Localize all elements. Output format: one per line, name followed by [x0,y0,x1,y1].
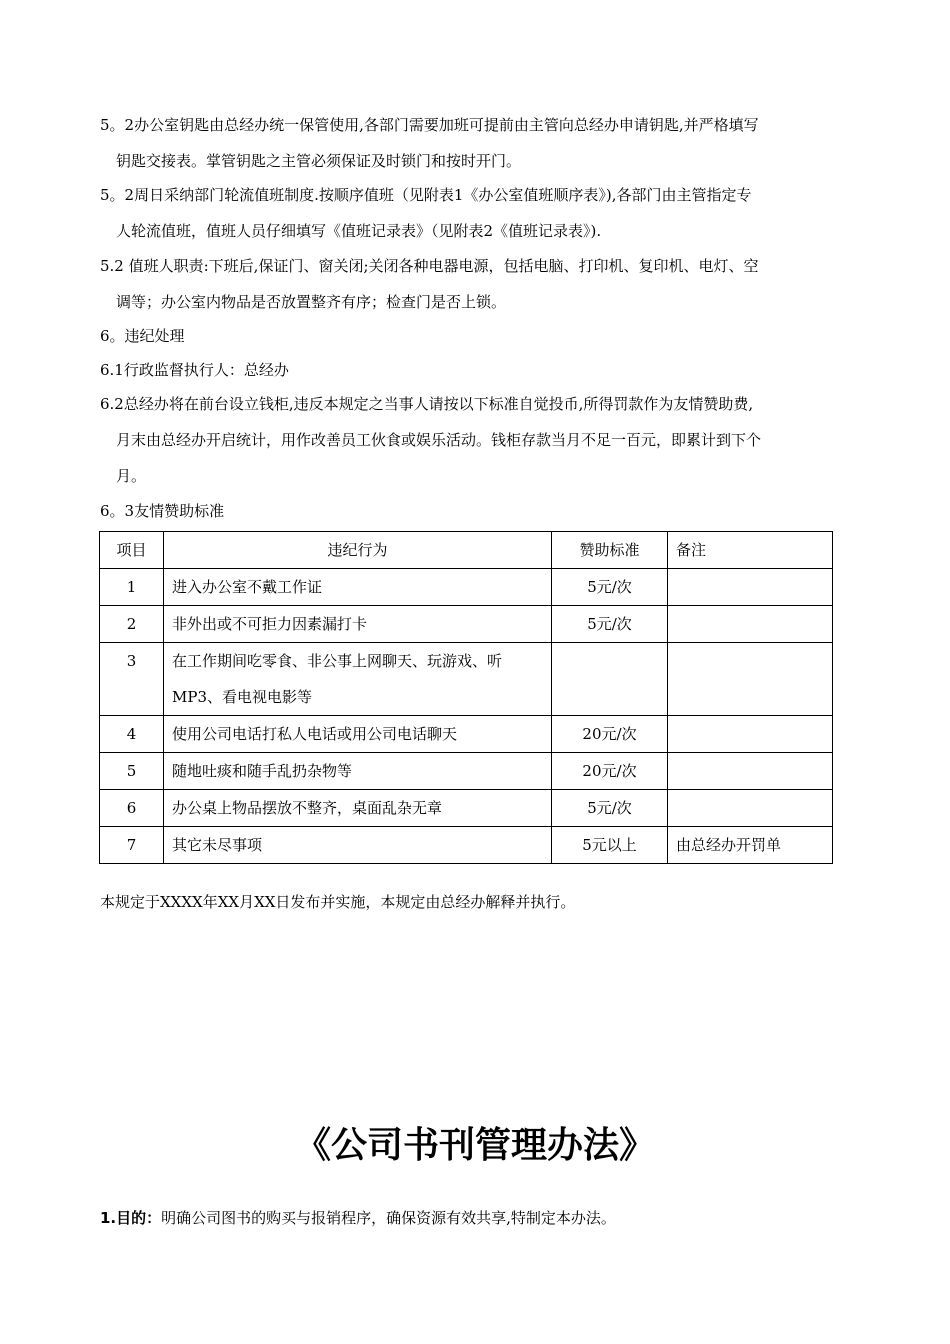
paragraph-key-management [100,107,850,179]
cell-note [668,790,833,827]
cell-number: 3 [100,643,164,716]
cell-standard: 5元/次 [552,790,668,827]
purpose-text: 明确公司图书的购买与报销程序，确保资源有效共享,特制定本办法。 [161,1209,616,1227]
cell-number: 4 [100,716,164,753]
cell-violation: 随地吐痰和随手乱扔杂物等 [164,753,552,790]
cell-note [668,606,833,643]
cell-number: 2 [100,606,164,643]
purpose-paragraph [100,1206,616,1230]
text-line: 月。 [116,467,147,485]
table-header-row [100,532,833,569]
cell-standard: 20元/次 [552,753,668,790]
header-standard: 赞助标准 [552,532,668,569]
cell-violation [164,643,552,716]
cell-standard: 5元以上 [552,827,668,864]
table-row [100,716,833,753]
cell-note [668,716,833,753]
cell-note [668,569,833,606]
clause-6-1: 6.1行政监督执行人：总经办 [100,361,289,379]
cell-standard: 5元/次 [552,606,668,643]
cell-violation: 其它未尽事项 [164,827,552,864]
paragraph-duty-responsibilities [100,248,850,320]
clause-6-3: 6。3友情赞助标准 [100,502,225,520]
cell-violation: 使用公司电话打私人电话或用公司电话聊天 [164,716,552,753]
cell-violation: 进入办公室不戴工作证 [164,569,552,606]
text-line: 月末由总经办开启统计，用作改善员工伙食或娱乐活动。钱柜存款当月不足一百元，即累计到下个 [116,431,762,449]
cell-standard [552,643,668,716]
paragraph-weekend-duty [100,177,850,249]
header-item-number: 项目 [100,532,164,569]
cell-violation-line: 在工作期间吃零食、非公事上网聊天、玩游戏、听 [172,652,503,670]
section-heading-violations: 6。违纪处理 [100,327,185,345]
text-line: 5.2 值班人职责:下班后,保证门、窗关闭;关闭各种电器电源，包括电脑、打印机、复印机、电灯、空 [100,257,759,275]
cell-number: 7 [100,827,164,864]
cell-number: 6 [100,790,164,827]
header-note: 备注 [668,532,833,569]
table-row [100,643,833,716]
cell-note [668,643,833,716]
text-line: 6.2总经办将在前台设立钱柜,违反本规定之当事人请按以下标准自觉投币,所得罚款作为友情赞助费, [100,395,754,413]
text-line: 5。2办公室钥匙由总经办统一保管使用,各部门需要加班可提前由主管向总经办申请钥匙,并严格填写 [100,116,759,134]
cell-note: 由总经办开罚单 [668,827,833,864]
paragraph-money-box [100,386,850,494]
table-row [100,569,833,606]
footer-note: 本规定于XXXX年XX月XX日发布并实施，本规定由总经办解释并执行。 [100,893,576,911]
cell-number: 1 [100,569,164,606]
cell-violation: 非外出或不可拒力因素漏打卡 [164,606,552,643]
cell-standard: 5元/次 [552,569,668,606]
cell-number: 5 [100,753,164,790]
table-row [100,753,833,790]
table-row [100,606,833,643]
table-row [100,790,833,827]
cell-violation-line: MP3、看电视电影等 [172,688,312,706]
text-line: 5。2周日采纳部门轮流值班制度.按顺序值班（见附表1《办公室值班顺序表》),各部门由主管指定专 [100,186,752,204]
table-row [100,827,833,864]
text-line: 人轮流值班，值班人员仔细填写《值班记录表》（见附表2《值班记录表》). [116,222,602,240]
cell-note [668,753,833,790]
document-title: 《公司书刊管理办法》 [294,1125,655,1166]
purpose-label: 1.目的： [100,1209,162,1227]
cell-standard: 20元/次 [552,716,668,753]
cell-violation: 办公桌上物品摆放不整齐，桌面乱杂无章 [164,790,552,827]
text-line: 调等；办公室内物品是否放置整齐有序；检查门是否上锁。 [116,293,507,311]
text-line: 钥匙交接表。掌管钥匙之主管必须保证及时锁门和按时开门。 [116,152,522,170]
header-violation: 违纪行为 [164,532,552,569]
sponsorship-standards-table [99,531,833,864]
